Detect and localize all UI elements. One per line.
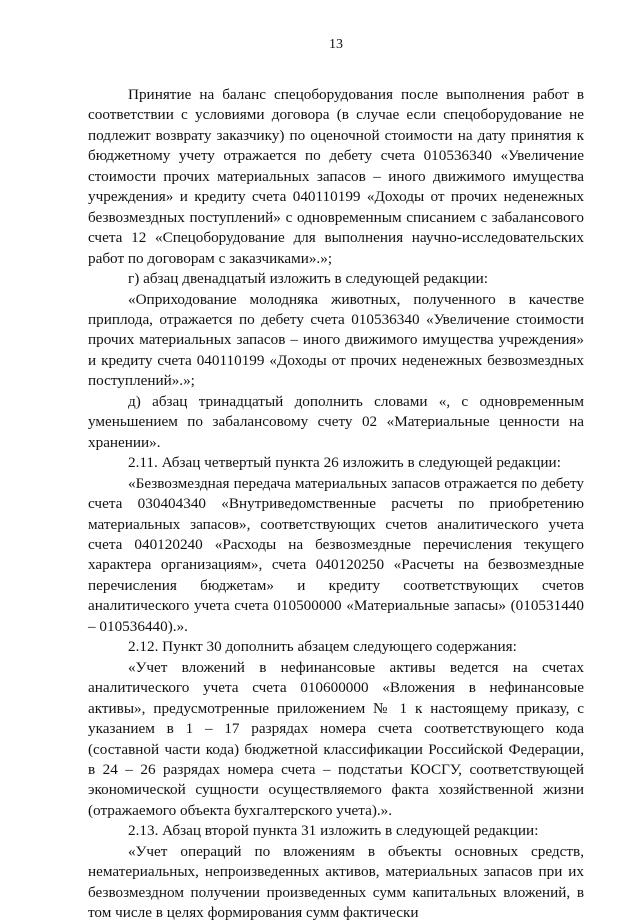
page-number: 13	[329, 37, 343, 52]
paragraph-investment-operations: «Учет операций по вложениям в объекты основных средств, нематериальных, непроизведенных активов, материальных запасов при их безвозмездном получении произведенных сумм капитальных вложений, в том числе в целях формирования сумм фактически	[88, 842, 584, 922]
paragraph-item-d: д) абзац тринадцатый дополнить словами «, с одновременным уменьшением по забалансовому счету 02 «Материальные ценности на хранении».	[88, 392, 584, 451]
paragraph-investments-accounting: «Учет вложений в нефинансовые активы ведется на счетах аналитического учета счета 010600000 «Вложения в нефинансовые активы», предусмотренные приложением № 1 к настоящему приказу, с указанием в 1 – 17 разрядах номера счета соответствующего кода (составной части кода) бюджетной классификации Российской Федерации, в 24 – 26 разрядах номера счета – подстатьи КОСГУ, соответствующей экономической сущности осуществляемого факта хозяйственной жизни (отражаемого объекта бухгалтерского учета).».	[88, 658, 584, 819]
paragraph-special-equipment: Принятие на баланс спецоборудования после выполнения работ в соответствии с условиями договора (в случае если спецоборудование не подлежит возврату заказчику) по оценочной стоимости на дату принятия к бюджетному учету отражается по дебету счета 010536340 «Увеличение стоимости прочих материальных запасов – иного движимого имущества учреждения» и кредиту счета 040110199 «Доходы от прочих неденежных безвозмездных поступлений» с одновременным списанием с забалансового счета 12 «Спецоборудование для выполнения научно-исследовательских работ по договорам с заказчиками».»;	[88, 86, 584, 267]
paragraph-2-13: 2.13. Абзац второй пункта 31 изложить в следующей редакции:	[128, 822, 539, 840]
paragraph-2-12: 2.12. Пункт 30 дополнить абзацем следующего содержания:	[128, 638, 517, 656]
paragraph-2-11: 2.11. Абзац четвертый пункта 26 изложить в следующей редакции:	[128, 454, 561, 472]
document-body	[88, 85, 584, 924]
paragraph-young-animals: «Оприходование молодняка животных, полученного в качестве приплода, отражается по дебету счета 010536340 «Увеличение стоимости прочих материальных запасов – иного движимого имущества учреждения» и кредиту счета 040110199 «Доходы от прочих неденежных безвозмездных поступлений».»;	[88, 290, 584, 390]
paragraph-free-transfer: «Безвозмездная передача материальных запасов отражается по дебету счета 030404340 «Внутриведомственные расчеты по приобретению материальных запасов», соответствующих счетов аналитического учета счета 040120240 «Расходы на безвозмездные перечисления текущего характера организациям», счета 040120250 «Расчеты на безвозмездные перечисления бюджетам» и кредиту соответствующих счетов аналитического учета счета 010500000 «Материальные запасы» (010531440 – 010536440).».	[88, 474, 584, 635]
paragraph-item-g: г) абзац двенадцатый изложить в следующей редакции:	[128, 270, 488, 288]
